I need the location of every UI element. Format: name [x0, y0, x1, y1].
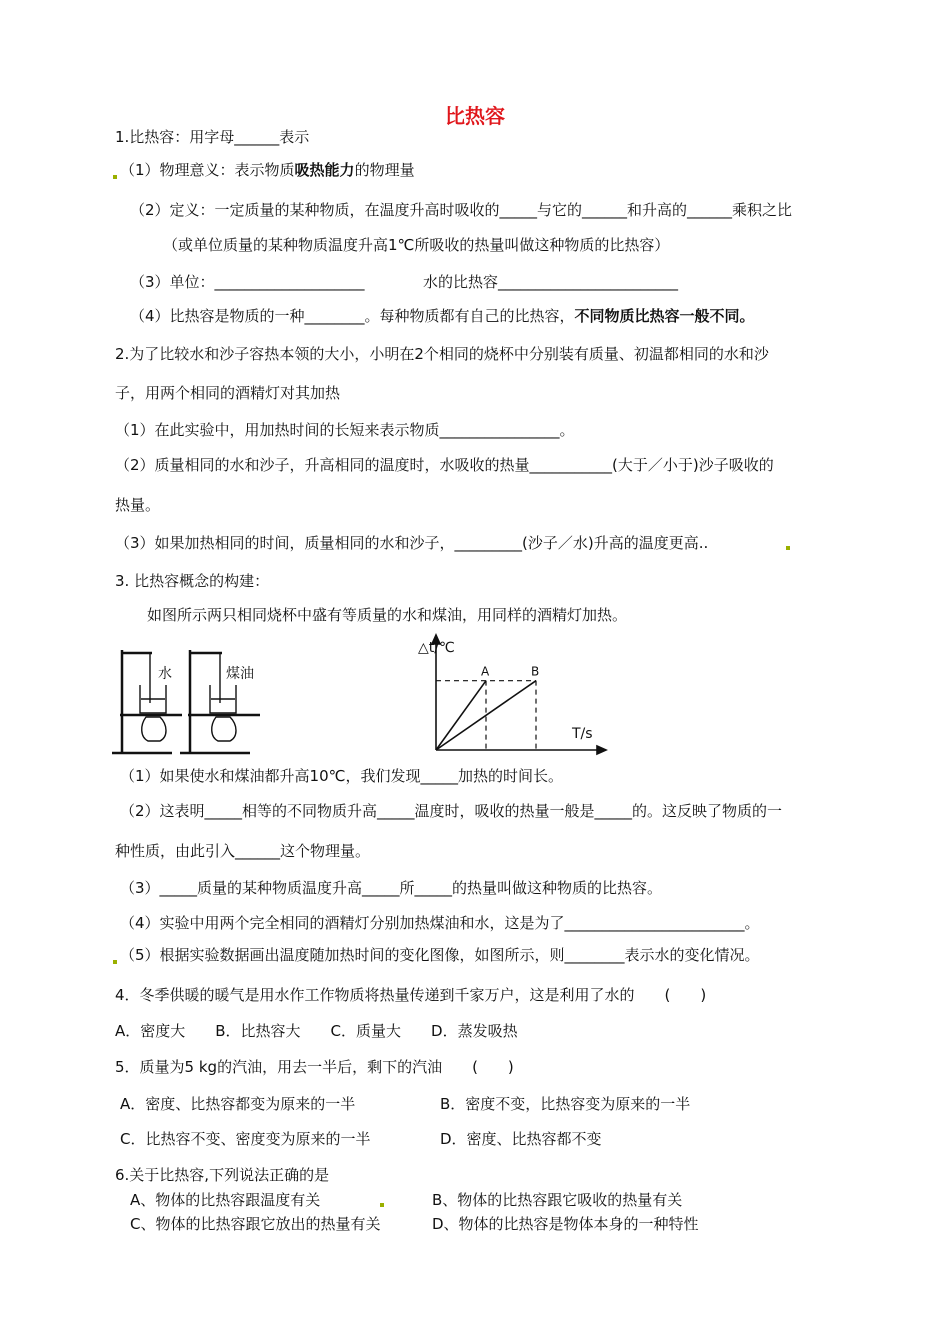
q2-sub3: （3）如果加热相同的时间，质量相同的水和沙子，_________(沙子／水)升高的温度更高.. — [115, 534, 709, 552]
q3-sub5: （5）根据实验数据画出温度随加热时间的变化图像，如图所示，则________表示水的变化情况。 — [120, 946, 760, 964]
marker-dot — [786, 546, 790, 550]
q1-unit: （3）单位：____________________ — [130, 273, 365, 291]
marker-dot — [113, 960, 117, 964]
q1-stem: 1.比热容：用字母______表示 — [115, 128, 310, 146]
y-axis-label: △t/℃ — [418, 640, 455, 656]
q3-stem: 3. 比热容概念的构建： — [115, 572, 270, 590]
q5-option-d: D．密度、比热容都不变 — [440, 1130, 602, 1148]
q5-option-b: B．密度不变，比热容变为原来的一半 — [440, 1095, 691, 1113]
q1-property: （4）比热容是物质的一种________。每种物质都有自己的比热容，不同物质比热容一般不同。 — [130, 307, 755, 325]
apparatus-figure — [110, 645, 285, 755]
x-axis-arrow — [597, 746, 606, 754]
q5-option-a: A．密度、比热容都变为原来的一半 — [120, 1095, 356, 1113]
marker-dot — [380, 1203, 384, 1207]
q3-intro: 如图所示两只相同烧杯中盛有等质量的水和煤油，用同样的酒精灯加热。 — [147, 606, 628, 624]
q1-definition-note: （或单位质量的某种物质温度升高1℃所吸收的热量叫做这种物质的比热容） — [163, 236, 670, 254]
q3-sub4: （4）实验中用两个完全相同的酒精灯分别加热煤油和水，这是为了________________________。 — [120, 914, 760, 932]
q3-sub2-line1: （2）这表明_____相等的不同物质升高_____温度时，吸收的热量一般是_____的。这反映了物质的一 — [120, 802, 783, 820]
point-label-a: A — [481, 664, 490, 679]
q5-stem: 5．质量为5 kg的汽油，用去一半后，剩下的汽油 ( ) — [115, 1058, 514, 1076]
q1-water-specific-heat: 水的比热容________________________ — [423, 273, 679, 291]
point-label-b: B — [531, 664, 540, 679]
q2-stem-line1: 2.为了比较水和沙子容热本领的大小，小明在2个相同的烧杯中分别装有质量、初温都相同的水和沙 — [115, 345, 769, 363]
x-axis-label: T/s — [572, 726, 593, 742]
series-line-a — [436, 681, 486, 750]
q3-sub1: （1）如果使水和煤油都升高10℃，我们发现_____加热的时间长。 — [120, 767, 563, 785]
q4-options: A．密度大 B．比热容大 C．质量大 D．蒸发吸热 — [115, 1022, 518, 1040]
q2-sub1: （1）在此实验中，用加热时间的长短来表示物质________________。 — [115, 421, 575, 439]
marker-dot — [113, 175, 117, 179]
q2-sub2-line2: 热量。 — [115, 496, 161, 514]
q4-stem: 4．冬季供暖的暖气是用水作工作物质将热量传递到千家万户，这是利用了水的 ( ) — [115, 986, 707, 1004]
q1-definition: （2）定义：一定质量的某种物质，在温度升高时吸收的_____与它的______和升高的______乘积之比 — [130, 201, 793, 219]
q2-sub2-line1: （2）质量相同的水和沙子，升高相同的温度时，水吸收的热量___________(大于／小于)沙子吸收的 — [115, 456, 774, 474]
q2-stem-line2: 子，用两个相同的酒精灯对其加热 — [115, 384, 341, 402]
q1-meaning: （1）物理意义：表示物质吸热能力的物理量 — [120, 161, 415, 179]
q3-sub3: （3）_____质量的某种物质温度升高_____所_____的热量叫做这种物质的比热容。 — [120, 879, 663, 897]
q6-option-a: A、物体的比热容跟温度有关 — [130, 1191, 321, 1209]
temperature-time-chart — [410, 632, 610, 757]
q6-option-b: B、物体的比热容跟它吸收的热量有关 — [432, 1191, 683, 1209]
label-kerosene: 煤油 — [226, 666, 254, 682]
page-title: 比热容 — [445, 104, 505, 128]
q6-option-d: D、物体的比热容是物体本身的一种特性 — [432, 1215, 699, 1233]
q5-option-c: C．比热容不变、密度变为原来的一半 — [120, 1130, 371, 1148]
q3-sub2-line2: 种性质，由此引入______这个物理量。 — [115, 842, 371, 860]
q6-option-c: C、物体的比热容跟它放出的热量有关 — [130, 1215, 381, 1233]
label-water: 水 — [158, 666, 172, 682]
q6-stem: 6.关于比热容,下列说法正确的是 — [115, 1166, 330, 1184]
